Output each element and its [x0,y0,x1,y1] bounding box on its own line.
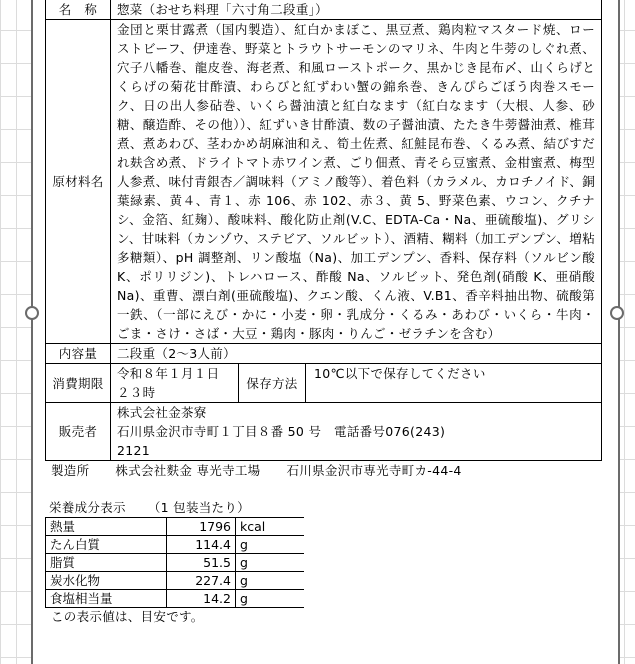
nutrient-value: 114.4 [167,536,236,554]
expiry-value [111,364,239,402]
nutrition-title-line [45,499,605,517]
nutrient-unit: kcal [236,518,305,536]
seller-header: 販売者 [46,403,111,461]
storage-value: 10℃以下で保存してください [314,366,486,381]
row-ingredients [46,20,602,344]
nutrition-title: 栄養成分表示 [49,500,126,515]
expiry-time: ２３時 [117,385,156,400]
manufacturer-line [45,461,605,480]
manufacturer-label: 製造所 [51,463,90,478]
right-resize-handle[interactable] [610,306,624,320]
nutrition-note: この表示値は、目安です。 [51,609,204,624]
nutrition-basis: （1 包装当たり） [147,500,250,515]
nutrition-row [46,536,305,554]
content-header: 内容量 [46,344,111,364]
document-page [31,0,620,664]
nutrient-value: 227.4 [167,572,236,590]
ingredients-header: 原材料名 [46,20,111,344]
manufacturer-address: 石川県金沢市専光寺町カ-44-4 [286,463,462,478]
label-content [45,0,605,626]
seller-address: 石川県金沢市寺町１丁目８番 50 号 電話番号076(243) [117,424,446,439]
row-name [46,0,602,20]
row-content [46,344,602,364]
nutrient-name: たん白質 [46,536,167,554]
nutrient-unit: g [236,536,305,554]
nutrient-value: 1796 [167,518,236,536]
nutrition-row [46,518,305,536]
ingredients-value: 金団と栗甘露煮（国内製造）、紅白かまぼこ、黒豆煮、鶏肉粒マスタード焼、ローストビーフ、伊達巻、野菜とトラウトサーモンのマリネ、牛肉と牛蒡のしぐれ煮、穴子八幡巻、龍皮巻、海老煮、和風ローストポーク、黒かじき昆布〆、山くらげとくらげの菊花甘酢漬、わらびと紅ずわい蟹の錦糸巻、きんぴらごぼう肉巻スモーク、日の出人参砧巻、いくら醤油漬と紅白なます（紅白なます（大根、人参、砂糖、醸造酢、その他））、紅ずいき甘酢漬、数の子醤油漬、たたき牛蒡醤油煮、椎茸煮、煮あわび、茎わかめ胡麻油和え、筍土佐煮、紅鮭昆布巻、くるみ煮、結びすだれ麸含め煮、ドライトマト赤ワイン煮、ごり佃煮、青そら豆蜜煮、金柑蜜煮、梅型人参煮、味付青銀杏／調味料（アミノ酸等）、着色料（カラメル、カロチノイド、銅葉緑素、黄４、青１、赤 106、赤 102、赤３、黄 5、野菜色素、ウコン、クチナシ、金箔、紅麹）、酸味料、酸化防止剤(V.C、EDTA-Ca・Na、亜硫酸塩)、グリシン、甘味料（カンゾウ、ステビア、ソルビット）、酒精、糊料（加工デンプン、増粘多糖類）、pH 調整剤、リン酸塩（Na)、加工デンプン、香料、保存料（ソルビン酸 K、ポリリジン)、トレハロース、酢酸 Na、ソルビット、発色剤(硝酸 K、亜硝酸 Na)、重曹、漂白剤(亜硫酸塩)、クエン酸、くん液、V.B1、香辛料抽出物、硫酸第一鉄、（一部にえび・かに・小麦・卵・乳成分・くるみ・あわび・いくら・牛肉・ごま・さけ・さば・大豆・鶏肉・豚肉・りんご・ゼラチンを含む） [111,20,602,344]
expiry-storage-inner [111,364,601,402]
nutrition-row [46,590,305,608]
nutrient-name: 脂質 [46,554,167,572]
content-value: 二段重（2～3人前） [111,344,602,364]
nutrient-unit: g [236,590,305,608]
nutrition-row [46,572,305,590]
nutrient-name: 熱量 [46,518,167,536]
expiry-header: 消費期限 [46,364,111,403]
row-expiry-storage [46,364,602,403]
nutrient-name: 食塩相当量 [46,590,167,608]
seller-company: 株式会社金茶寮 [117,405,207,420]
name-value: 惣菜（おせち料理「六寸角二段重」） [111,0,602,20]
seller-value [111,403,602,461]
nutrient-unit: g [236,572,305,590]
nutrition-row [46,554,305,572]
expiry-date: 令和８年１月１日 [117,366,220,381]
nutrient-value: 14.2 [167,590,236,608]
nutrient-name: 炭水化物 [46,572,167,590]
nutrition-table [45,517,304,608]
left-resize-handle[interactable] [25,306,39,320]
storage-header: 保存方法 [239,364,306,402]
manufacturer-company: 株式会社麩金 専光寺工場 [115,463,261,478]
row-seller [46,403,602,461]
expiry-storage-cell [111,364,602,403]
name-header: 名 称 [46,0,111,20]
nutrient-unit: g [236,554,305,572]
food-label-table [45,0,602,461]
nutrient-value: 51.5 [167,554,236,572]
seller-phone-cont: 2121 [117,443,151,458]
